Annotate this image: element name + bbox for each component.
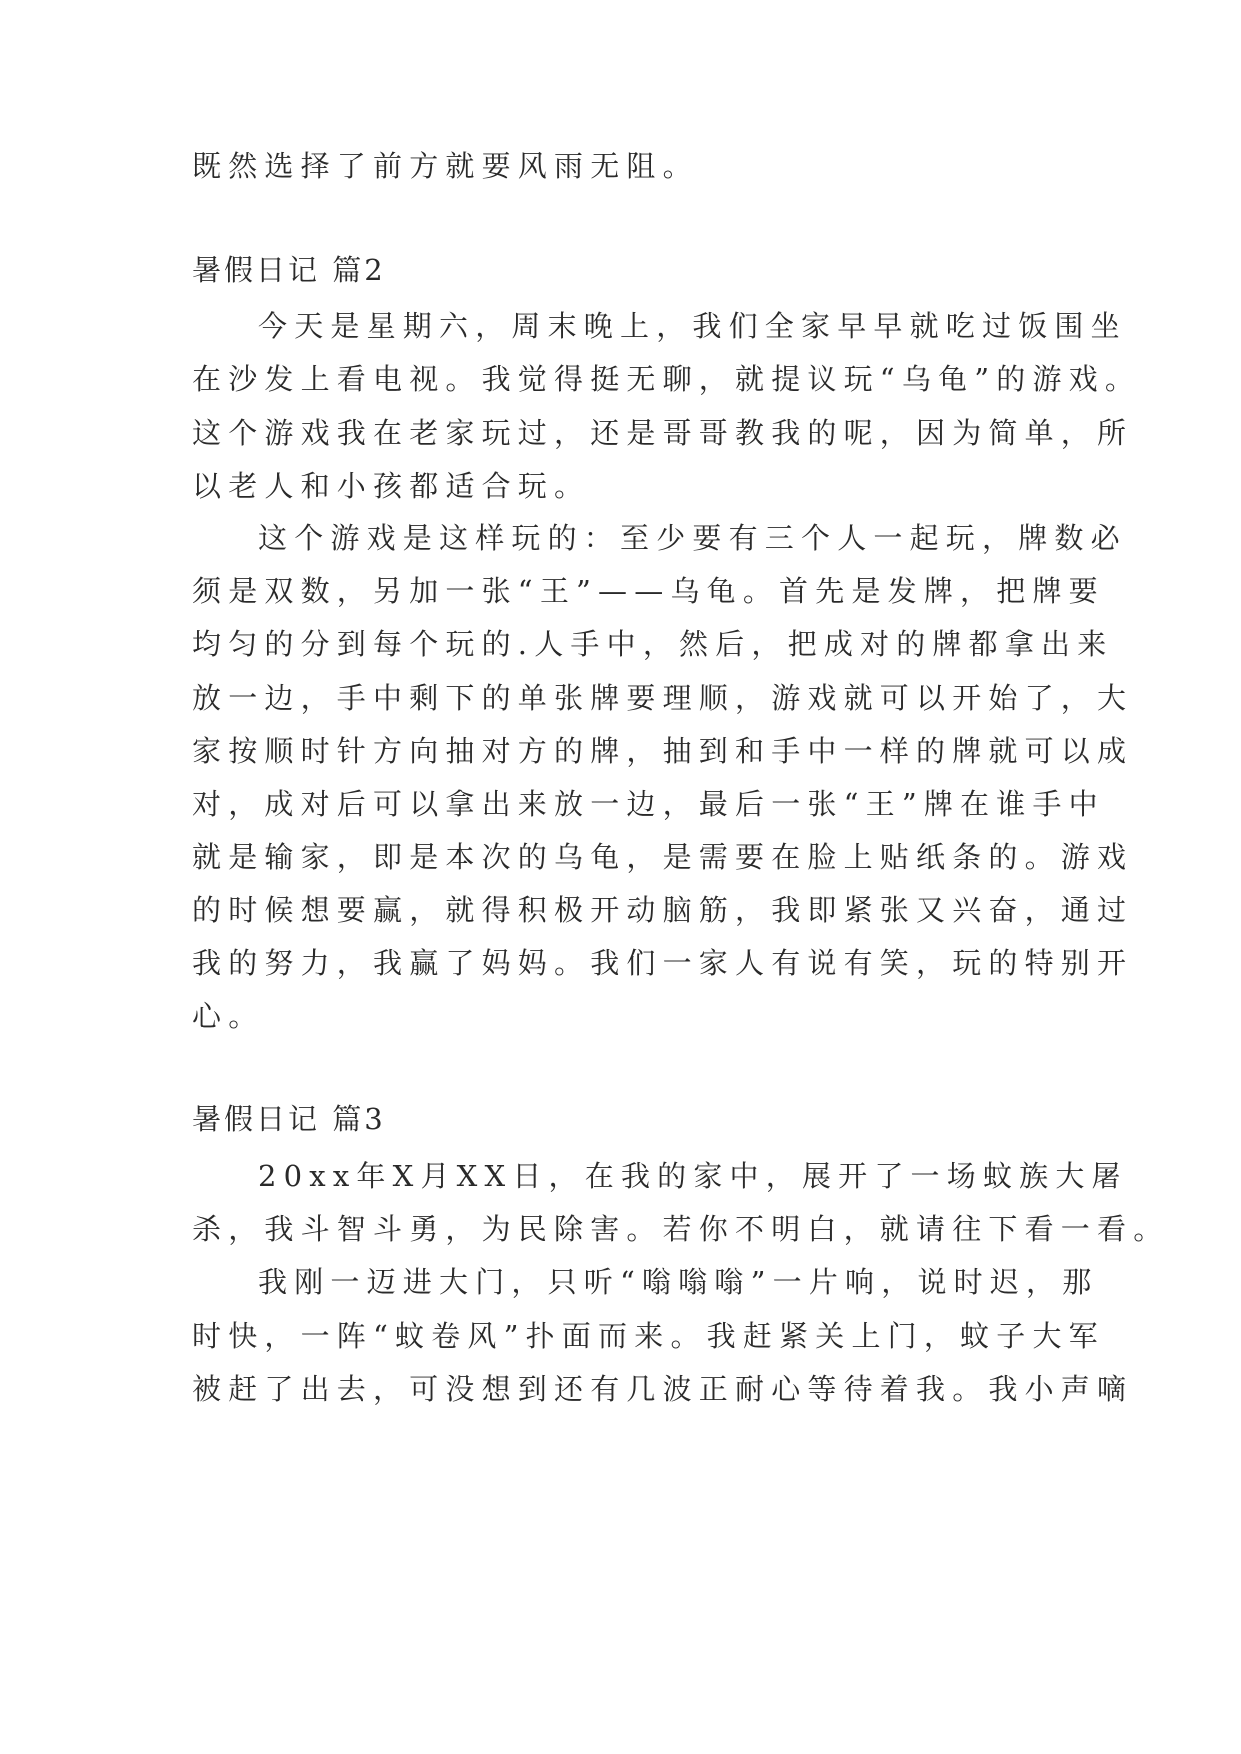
paragraph-line: 20xx年X月XX日，在我的家中，展开了一场蚊族大屠 (258, 1159, 1128, 1193)
paragraph-line: 我刚一迈进大门，只听“嗡嗡嗡”一片响，说时迟，那 (258, 1265, 1099, 1299)
paragraph-line: 均匀的分到每个玩的.人手中，然后，把成对的牌都拿出来 (192, 627, 1114, 661)
paragraph-line: 我的努力，我赢了妈妈。我们一家人有说有笑，玩的特别开 (192, 946, 1134, 980)
paragraph-line: 这个游戏是这样玩的：至少要有三个人一起玩，牌数必 (258, 521, 1127, 555)
paragraph-line: 杀，我斗智斗勇，为民除害。若你不明白，就请往下看一看。 (192, 1212, 1170, 1246)
paragraph-line: 既然选择了前方就要风雨无阻。 (192, 149, 699, 183)
paragraph-line: 放一边，手中剩下的单张牌要理顺，游戏就可以开始了，大 (192, 681, 1134, 715)
paragraph-line: 对，成对后可以拿出来放一边，最后一张“王”牌在谁手中 (192, 787, 1105, 821)
paragraph-line: 今天是星期六，周末晚上，我们全家早早就吃过饭围坐 (258, 309, 1127, 343)
paragraph-line: 就是输家，即是本次的乌龟，是需要在脸上贴纸条的。游戏 (192, 840, 1134, 874)
section-heading: 暑假日记 篇3 (192, 1102, 386, 1136)
paragraph-line: 这个游戏我在老家玩过，还是哥哥教我的呢，因为简单，所 (192, 416, 1134, 450)
paragraph-line: 时快，一阵“蚊卷风”扑面而来。我赶紧关上门，蚊子大军 (192, 1319, 1105, 1353)
paragraph-line: 的时候想要赢，就得积极开动脑筋，我即紧张又兴奋，通过 (192, 893, 1134, 927)
paragraph-line: 在沙发上看电视。我觉得挺无聊，就提议玩“乌龟”的游戏。 (192, 362, 1142, 396)
section-heading: 暑假日记 篇2 (192, 253, 386, 287)
paragraph-line: 以老人和小孩都适合玩。 (192, 469, 591, 503)
paragraph-line: 家按顺时针方向抽对方的牌，抽到和手中一样的牌就可以成 (192, 734, 1134, 768)
paragraph-line: 被赶了出去，可没想到还有几波正耐心等待着我。我小声嘀 (192, 1372, 1134, 1406)
paragraph-line: 心。 (192, 999, 265, 1033)
paragraph-line: 须是双数，另加一张“王”——乌龟。首先是发牌，把牌要 (192, 574, 1105, 608)
